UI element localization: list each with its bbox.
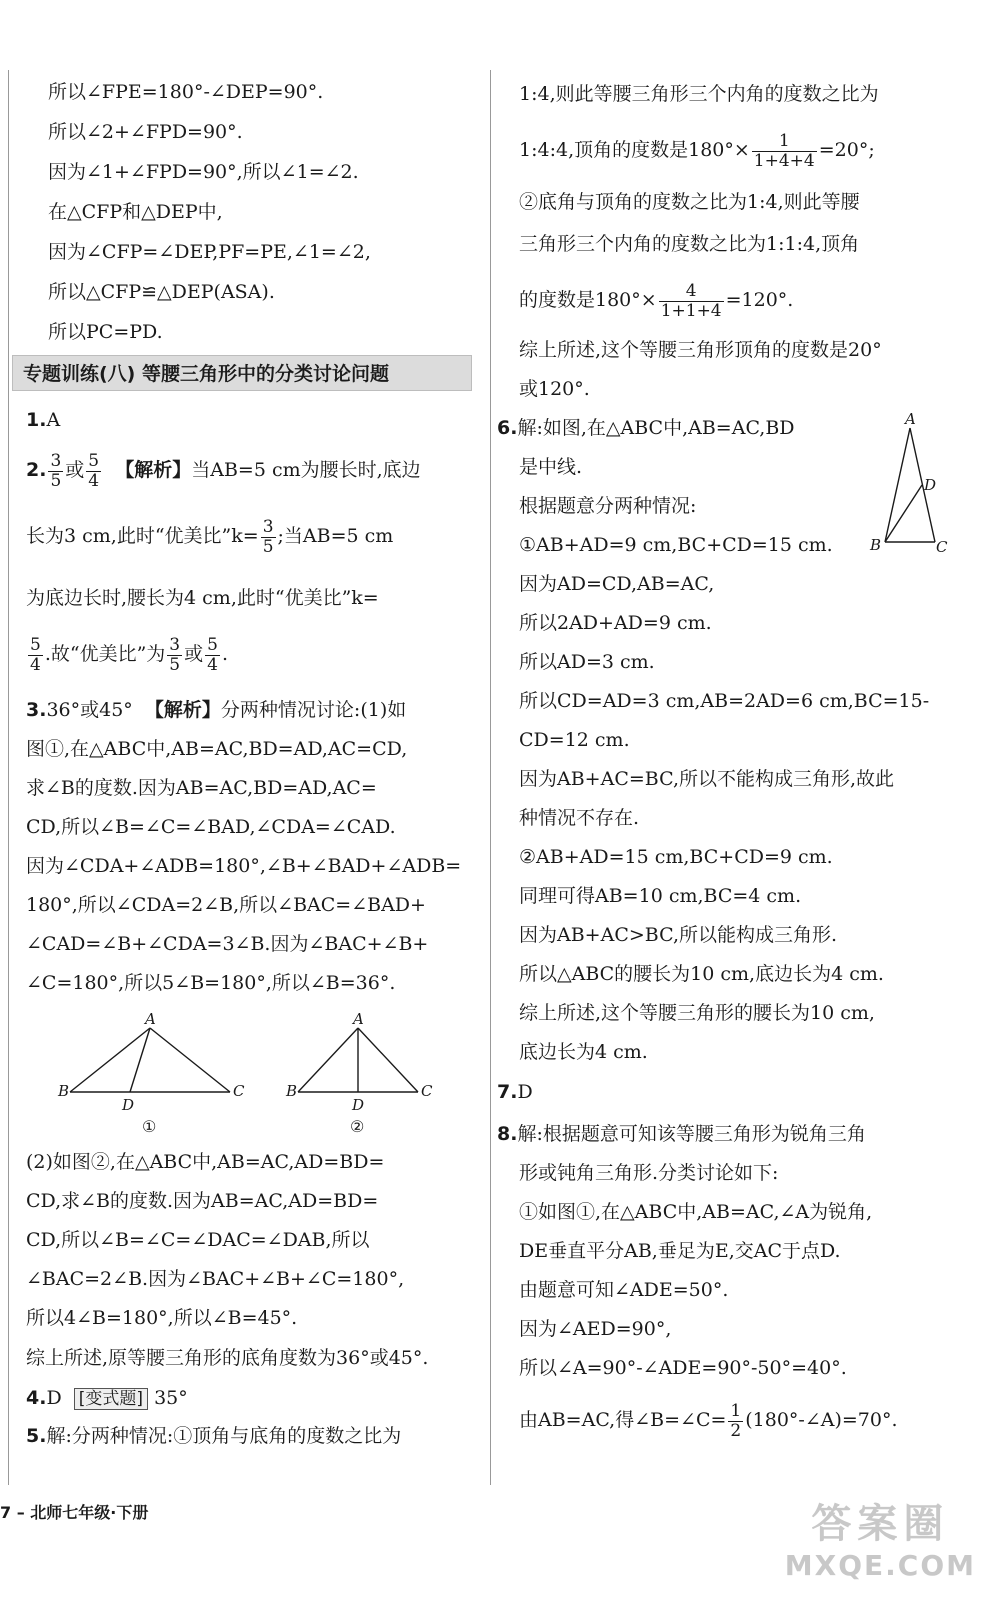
q5-fraction-1: $\frac{1}{1+4+4}$ [753,131,815,171]
section-title: 专题训练(八) 等腰三角形中的分类讨论问题 [12,355,472,391]
page-footer [0,1500,148,1523]
fig2-caption: ② [350,1117,365,1136]
fig1-label-c: C [233,1082,245,1100]
q3-text-i: ∠C=180°,所以5∠B=180°,所以∠B=36°. [26,972,396,994]
q8-text-h2: (180°-∠A)=70°. [745,1409,898,1432]
q3-text-b: 分两种情况讨论:(1)如 [220,699,407,721]
variant-question-tag: [变式题] [74,1388,148,1410]
q2-analysis-tag: 【解析】 [115,459,192,482]
q6-text-q: 底边长为4 cm. [519,1041,648,1063]
q5-text-r2a: 1:4:4,顶角的度数是180°× [519,139,750,162]
q8-text-c: ①如图①,在△ABC中,AB=AC,∠A为锐角, [519,1201,873,1223]
q5-text-r6: 综上所述,这个等腰三角形顶角的度数是20° [519,339,882,361]
q5-text-r1: 1:4,则此等腰三角形三个内角的度数之比为 [519,83,879,105]
q3-text-f: 因为∠CDA+∠ADB=180°,∠B+∠BAD+∠ADB= [26,855,462,877]
q5-text-r4: 三角形三个内角的度数之比为1:1:4,顶角 [519,233,860,255]
q2-number: 2. [26,459,47,482]
q6-text-l: ②AB+AD=15 cm,BC+CD=9 cm. [519,846,833,868]
proof-line-4: 在△CFP和△DEP中, [48,201,223,223]
q4-number: 4. [26,1387,47,1409]
proof-line-6: 所以△CFP≌△DEP(ASA). [48,281,275,303]
q6-text-m: 同理可得AB=10 cm,BC=4 cm. [519,885,802,907]
q2-fraction-1: $\frac{3}{5}$ [50,451,62,491]
q3-text-g: 180°,所以∠CDA=2∠B,所以∠BAC=∠BAD+ [26,894,426,916]
fig2-label-c: C [421,1082,433,1100]
watermark-logo [785,1492,976,1582]
q6-figure [860,410,970,560]
q6-text-j: 因为AB+AC=BC,所以不能构成三角形,故此 [519,768,895,790]
q3-answer: 36°或45° [46,699,133,721]
q6-text-o: 所以△ABC的腰长为10 cm,底边长为4 cm. [519,963,884,985]
q6-text-e: 因为AD=CD,AB=AC, [519,573,715,595]
q3-text-j: (2)如图②,在△ABC中,AB=AC,AD=BD= [26,1151,385,1173]
proof-line-2: 所以∠2+∠FPD=90°. [48,121,243,143]
q4-variant-answer: 35° [154,1387,188,1409]
watermark-line-2: MXQE.COM [784,1549,976,1582]
q3-number: 3. [26,699,47,721]
q8-text-e: 由题意可知∠ADE=50°. [519,1279,729,1301]
footer-dash: – [16,1503,25,1522]
q3-text-o: 综上所述,原等腰三角形的底角度数为36°或45°. [26,1347,429,1369]
q3-text-k: CD,求∠B的度数.因为AB=AC,AD=BD= [26,1190,379,1212]
q6-text-f: 所以2AD+AD=9 cm. [519,612,712,634]
fig2-label-d: D [352,1096,365,1114]
q3-text-c: 图①,在△ABC中,AB=AC,BD=AD,AC=CD, [26,738,408,760]
q3-text-n: 所以4∠B=180°,所以∠B=45°. [26,1307,298,1329]
q8-fraction-half: $\frac{1}{2}$ [730,1401,742,1441]
q6-text-c: 根据题意分两种情况: [519,495,697,517]
q2-fraction-4: $\frac{5}{4}$ [207,635,218,675]
q5-text: 解:分两种情况:①顶角与底角的度数之比为 [46,1425,402,1447]
q8-text-a: 解:根据题意可知该等腰三角形为锐角三角 [517,1123,866,1145]
q6-text-k: 种情况不存在. [519,807,640,829]
q6-text-a: 解:如图,在△ABC中,AB=AC,BD [517,417,795,439]
figure-1 [57,1010,245,1136]
q2-text-a: 当AB=5 cm为腰长时,底边 [191,459,421,482]
q5-fraction-2: $\frac{4}{1+1+4}$ [660,281,722,321]
q6-text-d: ①AB+AD=9 cm,BC+CD=15 cm. [519,534,833,556]
q1-answer: A [46,409,61,431]
q2-text-d2: 或 [184,643,204,666]
q6-text-i: CD=12 cm. [519,729,630,751]
q2-fraction-k: $\frac{3}{5}$ [262,517,274,557]
q6-text-p: 综上所述,这个等腰三角形的腰长为10 cm, [519,1002,875,1024]
q6-label-c: C [936,538,948,556]
fig1-label-d: D [122,1096,135,1114]
q8-text-h1: 由AB=AC,得∠B=∠C= [519,1409,727,1432]
q7-answer: D [517,1081,533,1103]
q2-text-d1: .故“优美比”为 [44,643,166,666]
left-margin-rule [8,70,9,1485]
q6-text-g: 所以AD=3 cm. [519,651,655,673]
proof-line-1: 所以∠FPE=180°-∠DEP=90°. [48,81,324,103]
fig2-label-b: B [286,1082,298,1100]
q6-text-n: 因为AB+AC>BC,所以能构成三角形. [519,924,838,946]
footer-book-title: 北师七年级·下册 [30,1503,149,1522]
q2-text-d3: . [221,643,229,666]
q2-fraction-2: $\frac{5}{4}$ [88,451,100,491]
q6-label-d: D [924,476,937,494]
proof-line-3: 因为∠1+∠FPD=90°,所以∠1=∠2. [48,161,359,183]
q8-text-g: 所以∠A=90°-∠ADE=90°-50°=40°. [519,1357,847,1379]
q6-label-b: B [870,536,882,554]
q2-or: 或 [65,459,85,482]
q3-text-h: ∠CAD=∠B+∠CDA=3∠B.因为∠BAC+∠B+ [26,933,429,955]
q6-text-h: 所以CD=AD=3 cm,AB=2AD=6 cm,BC=15- [519,690,930,712]
page-number: 7 [0,1503,12,1522]
column-divider [490,70,491,1485]
q2-text-b2: ;当AB=5 cm [277,525,394,548]
q6-label-a: A [905,410,916,428]
q8-number: 8. [497,1123,518,1145]
q2-fraction-3: $\frac{3}{5}$ [169,635,181,675]
q6-text-b: 是中线. [519,456,583,478]
q3-text-l: CD,所以∠B=∠C=∠DAC=∠DAB,所以 [26,1229,370,1251]
proof-line-5: 因为∠CFP=∠DEP,PF=PE,∠1=∠2, [48,241,371,263]
q5-number: 5. [26,1425,47,1447]
q2-text-c: 为底边长时,腰长为4 cm,此时“优美比”k= [26,587,379,609]
q2-text-b1: 长为3 cm,此时“优美比”k= [26,525,259,548]
q3-text-m: ∠BAC=2∠B.因为∠BAC+∠B+∠C=180°, [26,1268,405,1290]
q8-text-d: DE垂直平分AB,垂足为E,交AC于点D. [519,1240,841,1262]
q5-text-r5a: 的度数是180°× [519,289,657,312]
watermark-line-1: 答案圈 [811,1501,950,1547]
q3-text-e: CD,所以∠B=∠C=∠BAD,∠CDA=∠CAD. [26,816,396,838]
fig1-caption: ① [142,1117,157,1136]
q5-text-r5b: =120°. [725,289,794,312]
q6-number: 6. [497,417,518,439]
q5-text-r3: ②底角与顶角的度数之比为1:4,则此等腰 [519,191,860,213]
q3-analysis-tag: 【解析】 [144,699,221,721]
q3-text-d: 求∠B的度数.因为AB=AC,BD=AD,AC= [26,777,377,799]
figure-2 [285,1010,433,1136]
fig1-label-a: A [145,1010,156,1028]
proof-line-7: 所以PC=PD. [48,321,163,343]
q5-text-r7: 或120°. [519,378,590,400]
q8-text-f: 因为∠AED=90°, [519,1318,672,1340]
q1-number: 1. [26,409,47,431]
q4-answer: D [46,1387,62,1409]
triangle-figures [50,1010,470,1140]
fig2-label-a: A [353,1010,364,1028]
fig1-label-b: B [58,1082,70,1100]
q8-text-b: 形或钝角三角形.分类讨论如下: [519,1162,779,1184]
q7-number: 7. [497,1081,518,1103]
q2-fraction-k2: $\frac{5}{4}$ [30,635,41,675]
q5-text-r2b: =20°; [818,139,875,162]
